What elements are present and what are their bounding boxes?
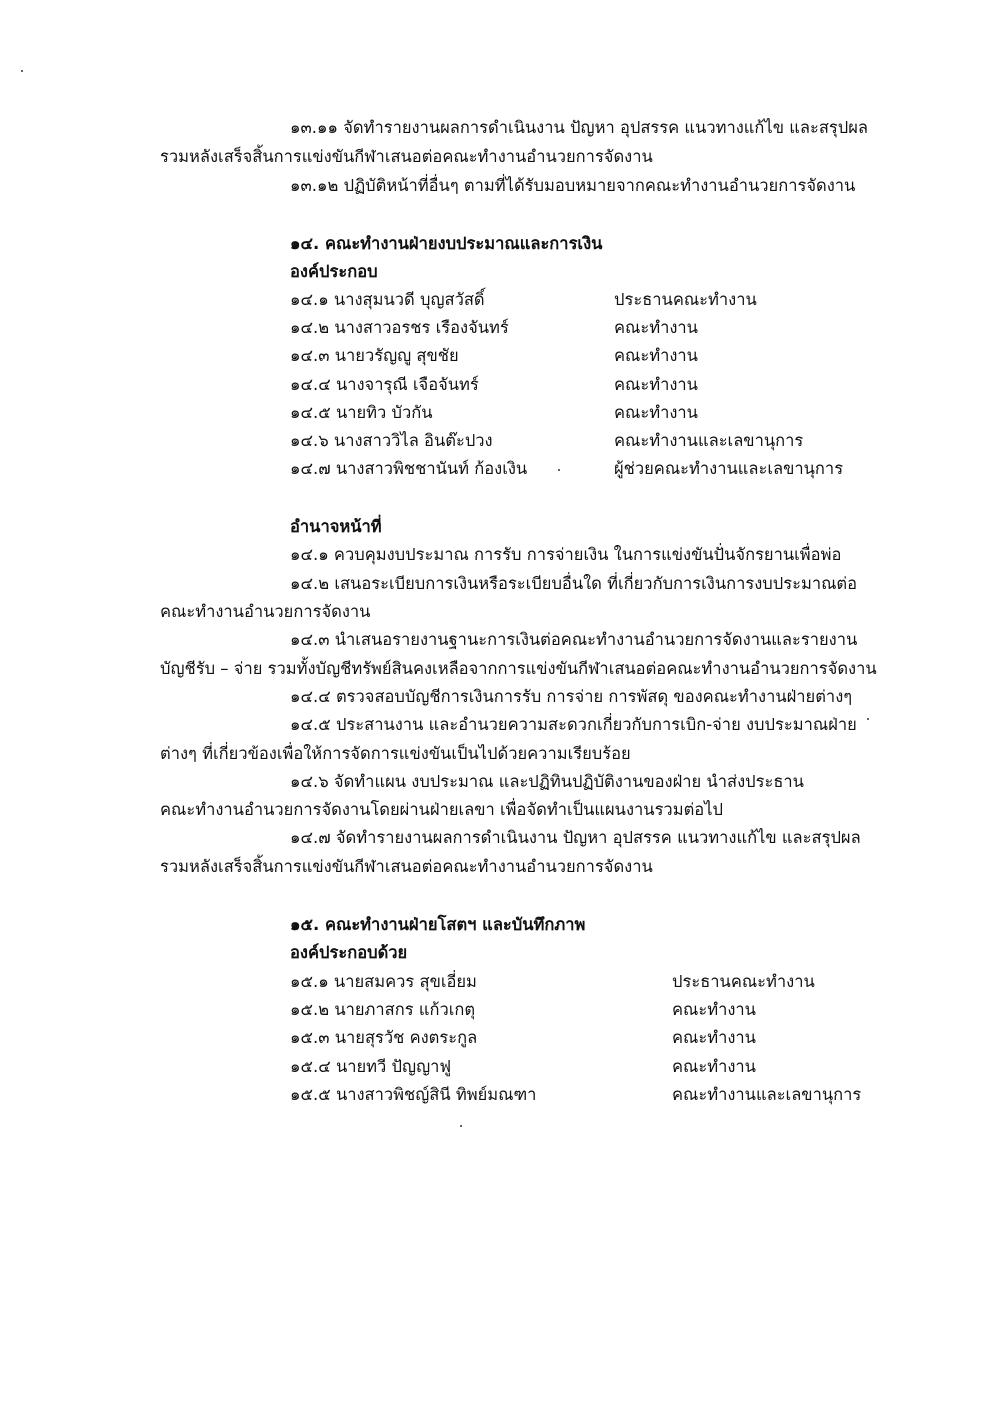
- sec13-item11-line2: รวมหลังเสร็จสิ้นการแข่งขันกีฬาเสนอต่อคณะทำงานอำนวยการจัดงาน: [160, 147, 653, 166]
- sec14-member-name: ๑๔.๕ นายทิว บัวกัน: [290, 403, 433, 422]
- sec15-member-role: ประธานคณะทำงาน: [672, 972, 815, 991]
- sec15-member-role: คณะทำงานและเลขานุการ: [672, 1085, 862, 1104]
- sec15-member-role: คณะทำงาน: [672, 1000, 756, 1019]
- sec14-duty-1: ๑๔.๑ ควบคุมงบประมาณ การรับ การจ่ายเงิน ในการแข่งขันปั่นจักรยานเพื่อพ่อ: [290, 545, 842, 564]
- sec15-member-name: ๑๕.๒ นายภาสกร แก้วเกตุ: [290, 1000, 476, 1019]
- scan-speck: [558, 469, 560, 471]
- scan-speck: [460, 1125, 462, 1127]
- sec14-member-role: คณะทำงาน: [614, 346, 698, 365]
- sec15-member-role: คณะทำงาน: [672, 1028, 756, 1047]
- sec14-member-name: ๑๔.๒ นางสาวอรชร เรืองจันทร์: [290, 318, 509, 337]
- sec14-duty-5-line1: ๑๔.๕ ประสานงาน และอำนวยความสะดวกเกี่ยวกับการเบิก-จ่าย งบประมาณฝ่าย: [290, 715, 857, 734]
- sec14-member-name: ๑๔.๖ นางสาววิไล อินต๊ะปวง: [290, 431, 493, 450]
- sec14-duty-3-line1: ๑๔.๓ นำเสนอรายงานฐานะการเงินต่อคณะทำงานอำนวยการจัดงานและรายงาน: [290, 630, 858, 649]
- sec15-members-heading: องค์ประกอบด้วย: [290, 943, 408, 962]
- sec14-member-role: ประธานคณะทำงาน: [614, 290, 757, 309]
- sec13-item11-line1: ๑๓.๑๑ จัดทำรายงานผลการดำเนินงาน ปัญหา อุปสรรค แนวทางแก้ไข และสรุปผล: [290, 118, 869, 137]
- sec14-duty-2-line1: ๑๔.๒ เสนอระเบียบการเงินหรือระเบียบอื่นใด ที่เกี่ยวกับการเงินการงบประมาณต่อ: [290, 574, 858, 593]
- sec15-member-role: คณะทำงาน: [672, 1057, 756, 1076]
- sec14-duty-2-line2: คณะทำงานอำนวยการจัดงาน: [160, 602, 371, 621]
- sec15-member-name: ๑๕.๑ นายสมควร สุขเอี่ยม: [290, 972, 477, 991]
- sec14-duty-5-line2: ต่างๆ ที่เกี่ยวข้องเพื่อให้การจัดการแข่งขันเป็นไปด้วยความเรียบร้อย: [160, 744, 631, 763]
- sec14-duties-heading: อำนาจหน้าที่: [290, 517, 382, 536]
- sec14-duty-7-line2: รวมหลังเสร็จสิ้นการแข่งขันกีฬาเสนอต่อคณะทำงานอำนวยการจัดงาน: [160, 857, 653, 876]
- scan-speck: [867, 718, 869, 720]
- sec14-duty-4: ๑๔.๔ ตรวจสอบบัญชีการเงินการรับ การจ่าย การพัสดุ ของคณะทำงานฝ่ายต่างๆ: [290, 687, 853, 706]
- sec14-duty-3-line2: บัญชีรับ – จ่าย รวมทั้งบัญชีทรัพย์สินคงเหลือจากการแข่งขันกีฬาเสนอต่อคณะทำงานอำนวยการจัดงาน: [160, 659, 877, 678]
- sec14-duty-6-line2: คณะทำงานอำนวยการจัดงานโดยผ่านฝ่ายเลขา เพื่อจัดทำเป็นแผนงานรวมต่อไป: [160, 800, 723, 819]
- sec14-member-role: คณะทำงานและเลขานุการ: [614, 431, 804, 450]
- sec15-member-name: ๑๕.๕ นางสาวพิชญ์สินี ทิพย์มณฑา: [290, 1085, 537, 1104]
- sec14-member-role: คณะทำงาน: [614, 375, 698, 394]
- scan-speck: [21, 70, 23, 72]
- sec14-duty-6-line1: ๑๔.๖ จัดทำแผน งบประมาณ และปฏิทินปฏิบัติงานของฝ่าย นำส่งประธาน: [290, 772, 804, 791]
- sec15-member-name: ๑๕.๔ นายทวี ปัญญาฟู: [290, 1057, 452, 1076]
- sec13-item12: ๑๓.๑๒ ปฏิบัติหน้าที่อื่นๆ ตามที่ได้รับมอบหมายจากคณะทำงานอำนวยการจัดงาน: [290, 176, 856, 195]
- sec14-member-role: คณะทำงาน: [614, 318, 698, 337]
- sec14-member-name: ๑๔.๑ นางสุมนวดี บุญสวัสดิ์: [290, 290, 485, 309]
- sec14-member-name: ๑๔.๔ นางจารุณี เจือจันทร์: [290, 375, 479, 394]
- sec14-title: ๑๔. คณะทำงานฝ่ายงบประมาณและการเงิน: [290, 234, 603, 253]
- sec15-title: ๑๕. คณะทำงานฝ่ายโสตฯ และบันทึกภาพ: [290, 915, 586, 934]
- sec14-member-role: ผู้ช่วยคณะทำงานและเลขานุการ: [614, 459, 844, 478]
- sec14-member-name: ๑๔.๗ นางสาวพิชชานันท์ ก้องเงิน: [290, 459, 528, 478]
- sec14-member-name: ๑๔.๓ นายวรัญญู สุขชัย: [290, 346, 459, 365]
- sec14-duty-7-line1: ๑๔.๗ จัดทำรายงานผลการดำเนินงาน ปัญหา อุปสรรค แนวทางแก้ไข และสรุปผล: [290, 828, 861, 847]
- sec14-members-heading: องค์ประกอบ: [290, 262, 378, 281]
- sec14-member-role: คณะทำงาน: [614, 403, 698, 422]
- sec15-member-name: ๑๕.๓ นายสุรวัช คงตระกูล: [290, 1028, 478, 1047]
